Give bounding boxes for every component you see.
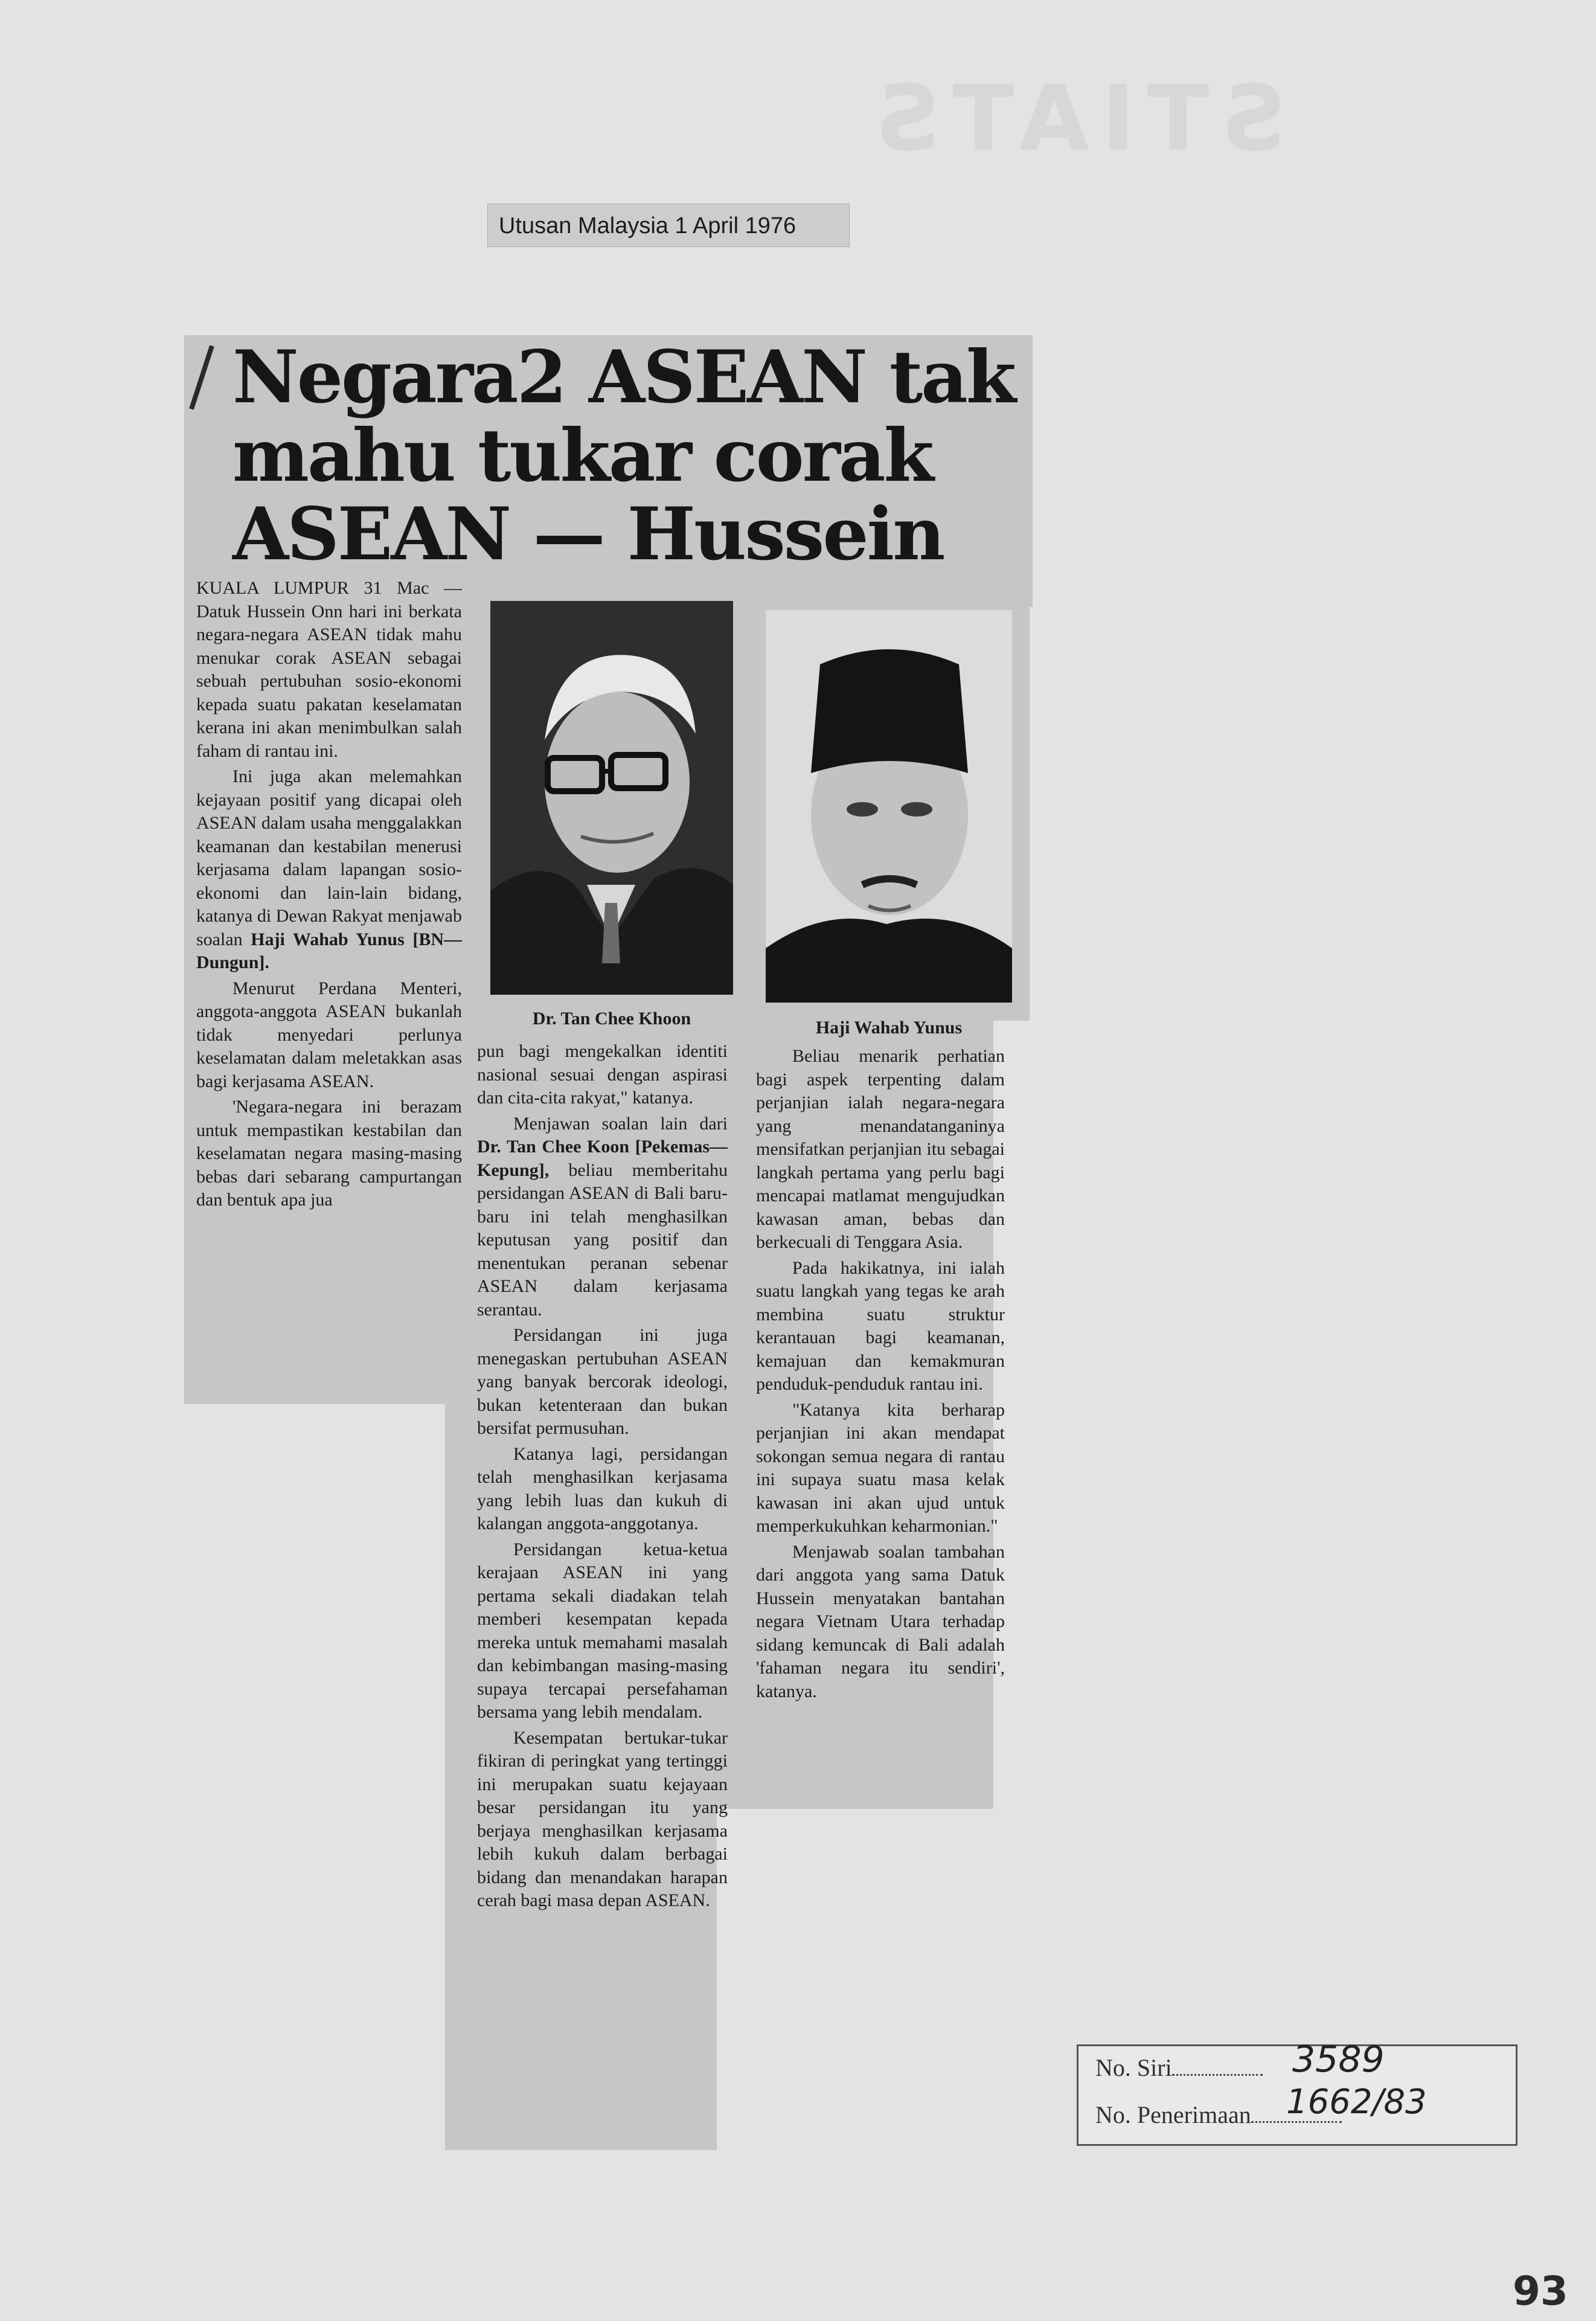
page-number: 93 <box>1513 2268 1568 2314</box>
bleed-through-text: STIATS <box>863 66 1286 172</box>
paragraph: Menjawan soalan lain dari Dr. Tan Chee Koon [Pekemas—Kepung], beliau memberitahu persidangan ASEAN di Bali baru-baru ini telah menghasilkan keputusan yang positif dan menentukan peranan sebenar ASEAN dalam kerjasama serantau. <box>477 1113 728 1320</box>
paragraph: Kesempatan bertukar-tukar fikiran di peringkat yang tertinggi ini merupakan suatu kejayaan besar persidangan itu yang berjaya menghasilkan kerjasama lebih kukuh dalam berbagai bidang dan menandakan harapan cerah bagi masa depan ASEAN. <box>477 1727 728 1910</box>
article-column-3 <box>756 1045 1005 1703</box>
paragraph: Menurut Perdana Menteri, anggota-anggota ASEAN bukanlah tidak menyedari perlunya keselamatan dalam meletakkan asas bagi kerjasama ASEAN. <box>196 978 462 1091</box>
portrait-photo-wahab-yunus <box>766 610 1012 1003</box>
portrait-image <box>766 610 1012 1003</box>
paragraph: Beliau menarik perhatian bagi aspek terpenting dalam perjanjian ialah negara-negara yang menandatanganinya mensifatkan perjanjian itu sebagai langkah pertama yang perlu bagi mencapai matlamat mengujudkan kawasan aman, bebas dan berkecuali di Tenggara Asia. <box>756 1046 1005 1252</box>
headline: Negara2 ASEAN tak mahu tukar corak ASEAN — Hussein <box>232 335 1015 577</box>
paragraph: Ini juga akan melemahkan kejayaan positif yang dicapai oleh ASEAN dalam usaha menggalakkan keamanan dan kestabilan menerusi kerjasama dalam lapangan sosio-ekonomi dan lain-lain bidang, katanya di Dewan Rakyat menjawab soalan Haji Wahab Yunus [BN—Dungun]. <box>196 766 463 972</box>
stamp-siri-row <box>1095 2053 1263 2082</box>
portrait-photo-tan-chee-khoon <box>490 601 733 995</box>
handwritten-siri-number: 3589 <box>1292 2038 1385 2081</box>
paragraph: Persidangan ketua-ketua kerajaan ASEAN ini yang pertama sekali diadakan telah memberi kesempatan kepada mereka untuk memahami masalah dan kebimbangan masing-masing supaya tercapai persefahaman bersama yang lebih mendalam. <box>477 1539 728 1722</box>
paragraph: Pada hakikatnya, ini ialah suatu langkah yang tegas ke arah membina suatu struktur kerantauan bagi keamanan, kemajuan dan kemakmuran penduduk-penduduk rantau ini. <box>756 1257 1005 1394</box>
paragraph: Katanya lagi, persidangan telah menghasilkan kerjasama yang lebih luas dan kukuh di kalangan anggota-anggotanya. <box>477 1443 728 1533</box>
penerimaan-label: No. Penerimaan <box>1095 2101 1251 2128</box>
paragraph: "Katanya kita berharap perjanjian ini akan mendapat sokongan semua negara di rantau ini supaya suatu masa kelak kawasan ini akan ujud untuk memperkukuhkan keharmonian." <box>756 1399 1005 1536</box>
paragraph: pun bagi mengekalkan identiti nasional sesuai dengan aspirasi dan cita-cita rakyat," katanya. <box>477 1041 728 1108</box>
handwritten-penerimaan-number: 1662/83 <box>1286 2082 1427 2122</box>
source-label: Utusan Malaysia 1 April 1976 <box>487 204 850 247</box>
photo-caption-left: Dr. Tan Chee Khoon <box>532 1009 691 1029</box>
paragraph: Persidangan ini juga menegaskan pertubuhan ASEAN yang banyak bercorak ideologi, bukan ketenteraan dan bukan bersifat permusuhan. <box>477 1325 728 1438</box>
portrait-image <box>490 601 733 995</box>
siri-label: No. Siri <box>1095 2054 1172 2081</box>
paragraph: 'Negara-negara ini berazam untuk mempastikan kestabilan dan keselamatan negara masing-masing bebas dari sebarang campurtangan dan bentuk apa jua <box>196 1097 462 1210</box>
speaker-name: Haji Wahab Yunus [BN—Dungun]. <box>196 929 463 972</box>
photo-caption-right: Haji Wahab Yunus <box>815 1018 963 1038</box>
article-column-2 <box>477 1040 728 1913</box>
paragraph: KUALA LUMPUR 31 Mac — Datuk Hussein Onn hari ini berkata negara-negara ASEAN tidak mahu menukar corak ASEAN sebagai sebuah pertubuhan sosio-ekonomi kepada suatu pakatan keselamatan kerana ini akan menimbulkan salah faham di rantau ini. <box>196 578 462 761</box>
speaker-name: Dr. Tan Chee Koon [Pekemas—Kepung], <box>477 1137 728 1180</box>
dotted-line <box>1172 2056 1263 2076</box>
paragraph: Menjawab soalan tambahan dari anggota yang sama Datuk Hussein menyatakan bantahan negara Vietnam Utara terhadap sidang kemuncak di Bali adalah 'fahaman negara itu sendiri', katanya. <box>756 1541 1005 1701</box>
article-column-1 <box>196 577 462 1212</box>
